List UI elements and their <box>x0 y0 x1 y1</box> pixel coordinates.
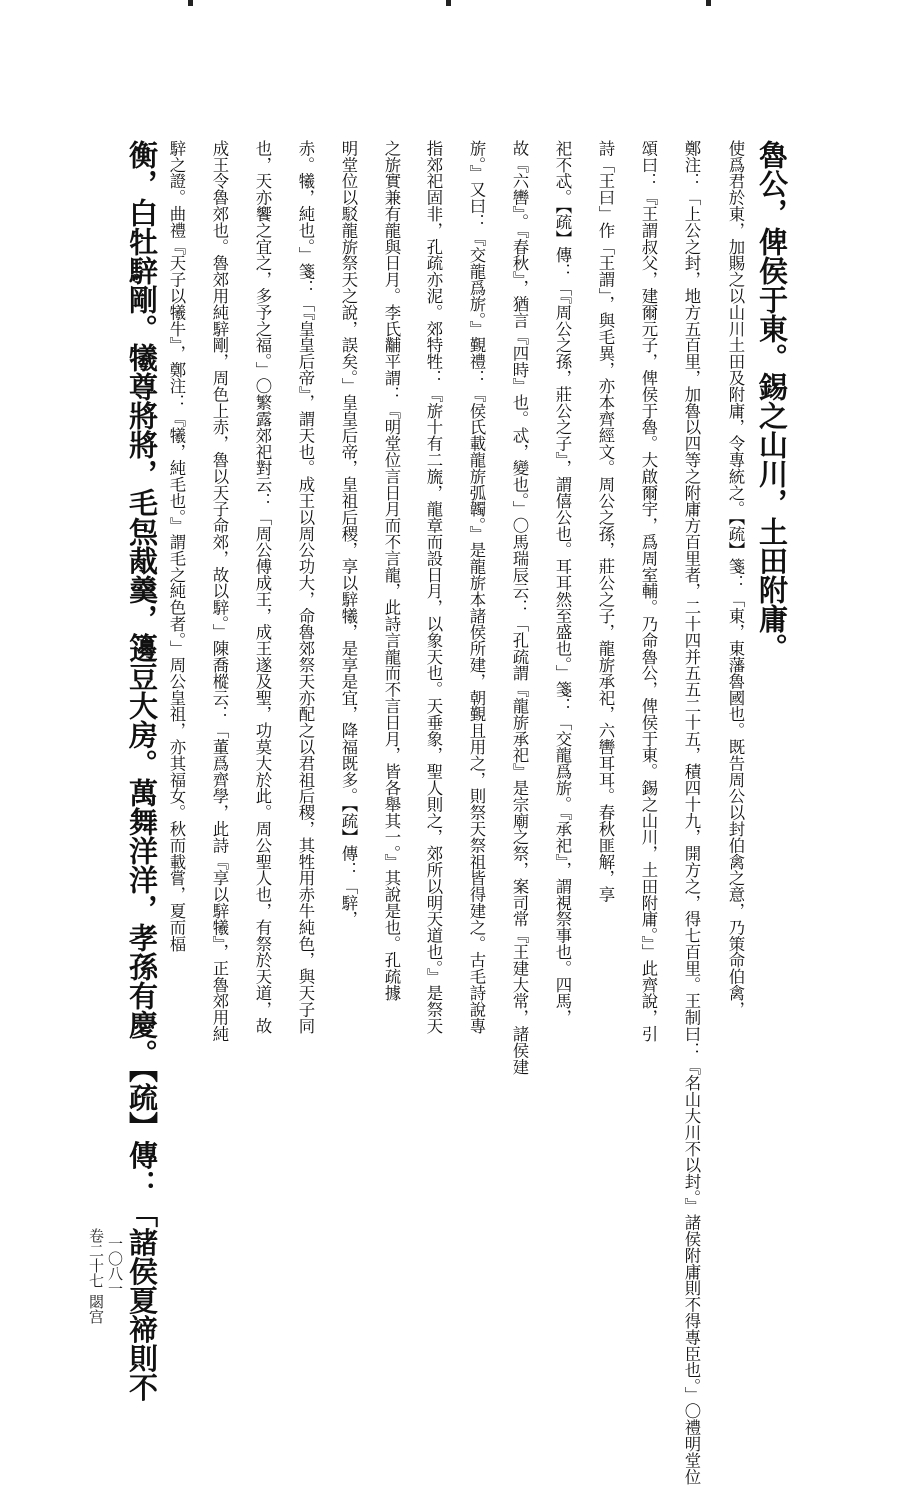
text-column-7: 故『六轡』。『春秋』，猶言『四時』也。忒，變也。」〇馬瑞辰云：「孔疏謂『龍旂承祀』是宗廟之祭，案司常『王建大常，諸侯建 <box>510 140 529 1075</box>
page-number: 一〇八一 <box>106 1236 124 1296</box>
chapter-label: 卷二十七 <box>87 1228 105 1288</box>
text-column-4: 頌曰：『王謂叔父，建爾元子，俾侯于魯。大啟爾宇，爲周室輔。乃命魯公，俾侯于東。錫之山川，土田附庸。』」此齊說，引 <box>639 140 658 1042</box>
text-column-13: 也，天亦饗之宜之，多予之福。」〇繁露郊祀對云：「周公傅成王，成王遂及聖，功莫大於此。周公聖人也，有祭於天道，故 <box>253 140 272 1034</box>
scan-mark <box>706 0 711 6</box>
text-column-11: 明堂位以駁龍旂祭天之說，誤矣。」皇皇后帝，皇祖后稷，享以騂犧，是享是宜，降福既多。【疏】傳：「騂， <box>339 140 358 928</box>
text-column-12: 赤。犧，純也。」箋：「『皇皇后帝』，謂天也。成王以周公功大，命魯郊祭天亦配之以君祖后稷，其牲用赤牛純色，與天子同 <box>296 140 315 1034</box>
text-column-10: 之旂實兼有龍與日月。李氏黼平謂：『明堂位言日月而不言龍，此詩言龍而不言日月，皆各舉其一。』其說是也。孔疏據 <box>382 140 401 1001</box>
scan-mark <box>188 0 193 6</box>
text-column-3: 鄭注：「上公之封，地方五百里，加魯以四等之附庸方百里者，二十四并五五二十五，積四十九，開方之，得七百里。王制曰：『名山大川不以封。』諸侯附庸則不得專臣也。」〇禮明堂位 <box>682 140 701 1485</box>
text-column-9: 指郊祀固非，孔疏亦泥。郊特牲：『旂十有二旒，龍章而設日月，以象天也。天垂象，聖人則之，郊所以明天道也。』是祭天 <box>424 140 443 1034</box>
text-column-16: 衡，白牡騂剛。犧尊將將，毛炰胾羹，籩豆大房。萬舞洋洋，孝孫有慶。【疏】傳：「諸侯夏禘則不 <box>125 140 159 1402</box>
scan-mark <box>446 0 451 6</box>
text-column-8: 旂。』又曰：『交龍爲旂。』覲禮：『侯氏載龍旂弧韣。』是龍旂本諸侯所建，朝覲且用之，則祭天祭祖皆得建之。古毛詩說專 <box>467 140 486 1034</box>
page-number-rotated-wrapper <box>107 1236 122 1296</box>
section-label: 閟宫 <box>87 1294 105 1324</box>
text-column-14: 成王令魯郊也。魯郊用純騂剛，周色上赤，魯以天子命郊，故以騂。」陳喬樅云：「董爲齊學，此詩『享以騂犧』，正魯郊用純 <box>210 140 229 1042</box>
text-column-6: 祀不忒。【疏】傳：「『周公之孫，莊公之子』，謂僖公也。耳耳然至盛也。」箋：「交龍爲旂。『承祀』，謂視祭事也。四馬， <box>553 140 572 1026</box>
text-column-15: 騂之證。曲禮『天子以犧牛』，鄭注：『犧，純毛也。』謂毛之純色者。」周公皇祖，亦其福女。秋而載嘗，夏而楅 <box>167 140 186 952</box>
text-column-1: 魯公，俾侯于東。錫之山川，土田附庸。 <box>755 140 789 662</box>
text-column-2: 使爲君於東，加賜之以山川土田及附庸，令專統之。【疏】箋：「東，東藩魯國也。既告周公以封伯禽之意，乃策命伯禽， <box>726 140 745 1018</box>
text-column-5: 詩「王曰」作「王謂」，與毛異，亦本齊經文。周公之孫，莊公之子，龍旂承祀，六轡耳耳。春秋匪解，享 <box>596 140 615 903</box>
